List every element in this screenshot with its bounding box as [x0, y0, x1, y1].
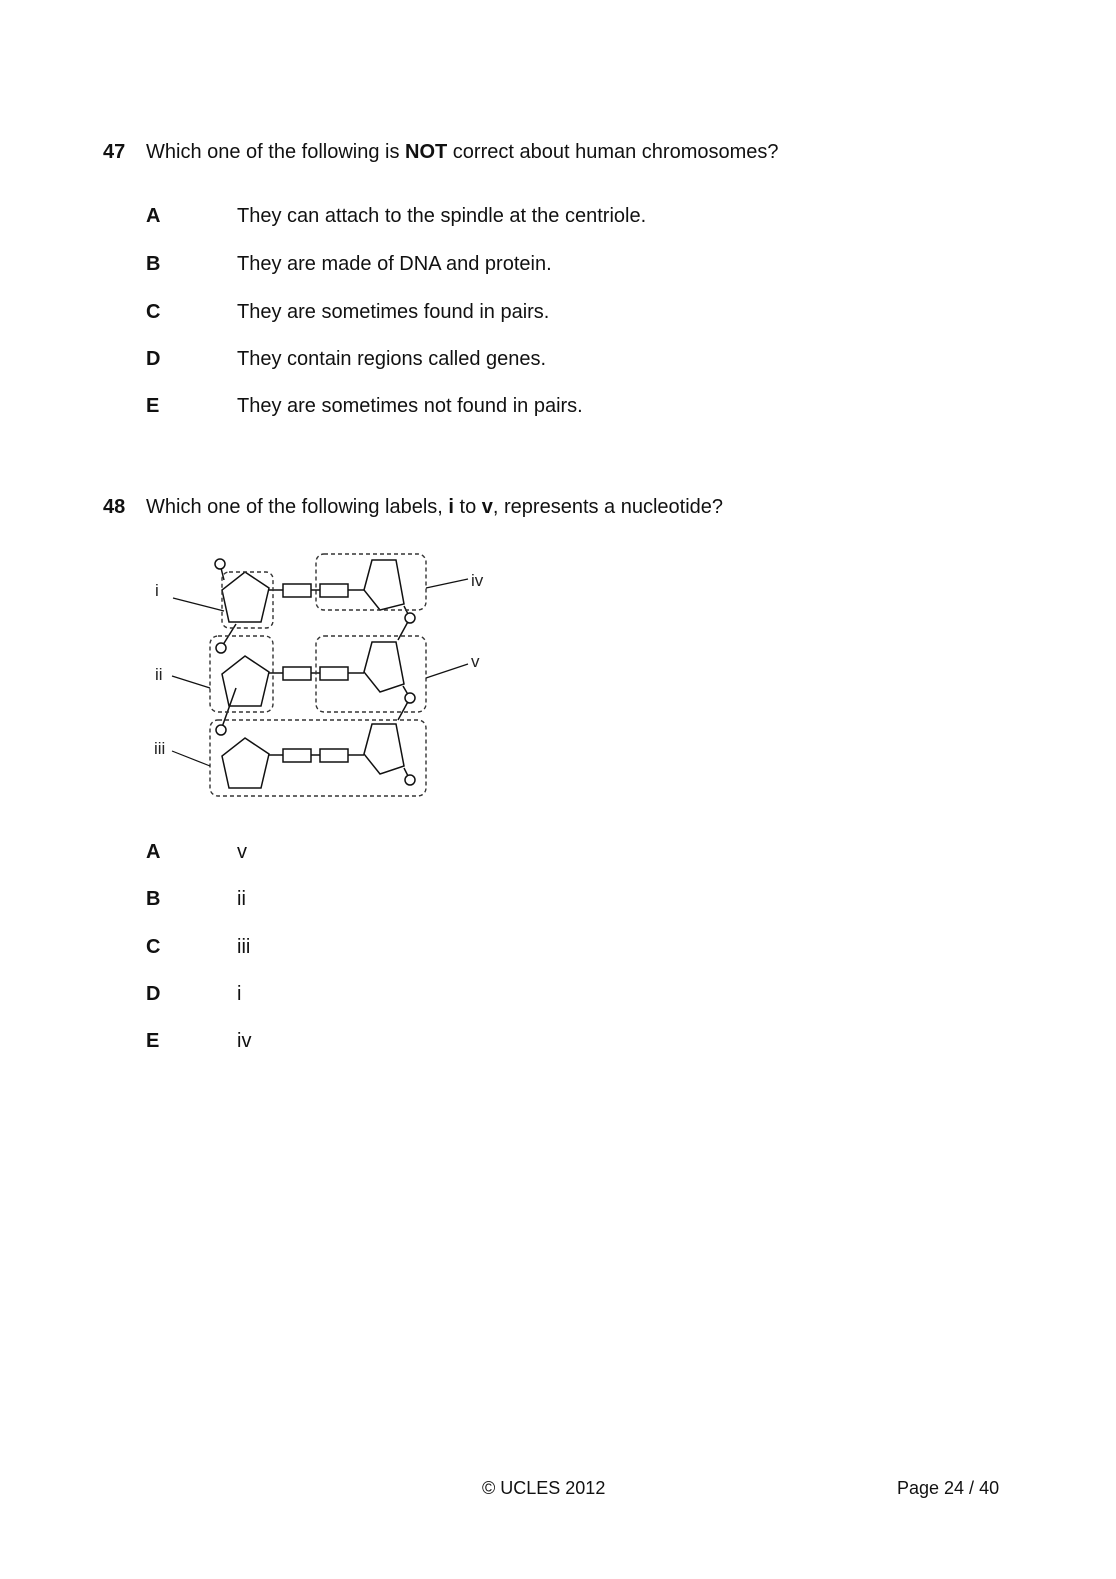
leader-line-i — [173, 598, 224, 611]
q48-option-text-d: i — [237, 983, 242, 1005]
leader-line-iv — [426, 579, 468, 588]
q48-option-letter-e: E — [146, 1030, 160, 1052]
leader-line-iii — [172, 751, 210, 766]
q48-option-letter-a: A — [146, 841, 161, 863]
diagram-label-iv: iv — [471, 571, 484, 590]
base-row3-right — [320, 749, 348, 762]
q48-option-letter-b: B — [146, 888, 161, 910]
pentose-sugar-row2-left — [222, 656, 269, 706]
q47-option-text-c: They are sometimes found in pairs. — [237, 301, 550, 323]
pentose-sugar-row3-right — [364, 724, 404, 774]
dashed-box-iii — [210, 720, 426, 796]
q47-option-text-a: They can attach to the spindle at the centriole. — [237, 205, 647, 227]
emphasis-not: NOT — [405, 141, 448, 163]
dashed-box-i — [222, 572, 273, 628]
question-47-number: 47 — [103, 141, 126, 163]
diagram-label-i: i — [155, 581, 159, 600]
q47-option-letter-d: D — [146, 348, 161, 370]
phosphate-circle-1 — [215, 559, 225, 569]
q48-option-letter-c: C — [146, 936, 161, 958]
leader-line-ii — [172, 676, 210, 688]
phosphate-circle-5 — [405, 693, 415, 703]
backbone-left-line-3 — [221, 688, 236, 730]
base-row1-left — [283, 584, 311, 597]
phosphate-circle-3 — [216, 725, 226, 735]
q47-option-text-b: They are made of DNA and protein. — [237, 253, 552, 275]
emphasis-v: v — [481, 496, 493, 518]
q48-option-text-b: ii — [237, 888, 246, 910]
footer-page-number: Page 24 / 40 — [897, 1478, 1000, 1498]
q47-option-text-e: They are sometimes not found in pairs. — [237, 395, 583, 417]
diagram-label-ii: ii — [155, 665, 163, 684]
pentose-sugar-row1-left — [222, 572, 269, 622]
pentose-sugar-row1-right — [364, 560, 404, 610]
base-row2-right — [320, 667, 348, 680]
q47-option-letter-a: A — [146, 205, 161, 227]
phosphate-circle-4 — [405, 613, 415, 623]
base-row1-right — [320, 584, 348, 597]
question-47-prompt: Which one of the following is NOT correct about human chromosomes? — [146, 141, 779, 163]
diagram-label-iii: iii — [154, 739, 166, 758]
q48-option-text-a: v — [237, 841, 247, 863]
base-row3-left — [283, 749, 311, 762]
pentose-sugar-row2-right — [364, 642, 404, 692]
base-row2-left — [283, 667, 311, 680]
question-48-number: 48 — [103, 496, 126, 518]
leader-line-v — [426, 664, 468, 678]
diagram-label-v: v — [471, 652, 480, 671]
footer-copyright: © UCLES 2012 — [482, 1478, 606, 1498]
q47-option-text-d: They contain regions called genes. — [237, 348, 547, 370]
phosphate-circle-6 — [405, 775, 415, 785]
q48-option-text-e: iv — [237, 1030, 252, 1052]
q47-option-letter-c: C — [146, 301, 161, 323]
question-48-prompt: Which one of the following labels, i to v, represents a nucleotide? — [146, 496, 724, 518]
emphasis-i: i — [448, 496, 454, 518]
pentose-sugar-row3-left — [222, 738, 269, 788]
q47-option-letter-e: E — [146, 395, 160, 417]
q48-option-text-c: iii — [237, 936, 251, 958]
nucleotide-diagram — [140, 548, 500, 808]
q48-option-letter-d: D — [146, 983, 161, 1005]
q47-option-letter-b: B — [146, 253, 161, 275]
phosphate-circle-2 — [216, 643, 226, 653]
